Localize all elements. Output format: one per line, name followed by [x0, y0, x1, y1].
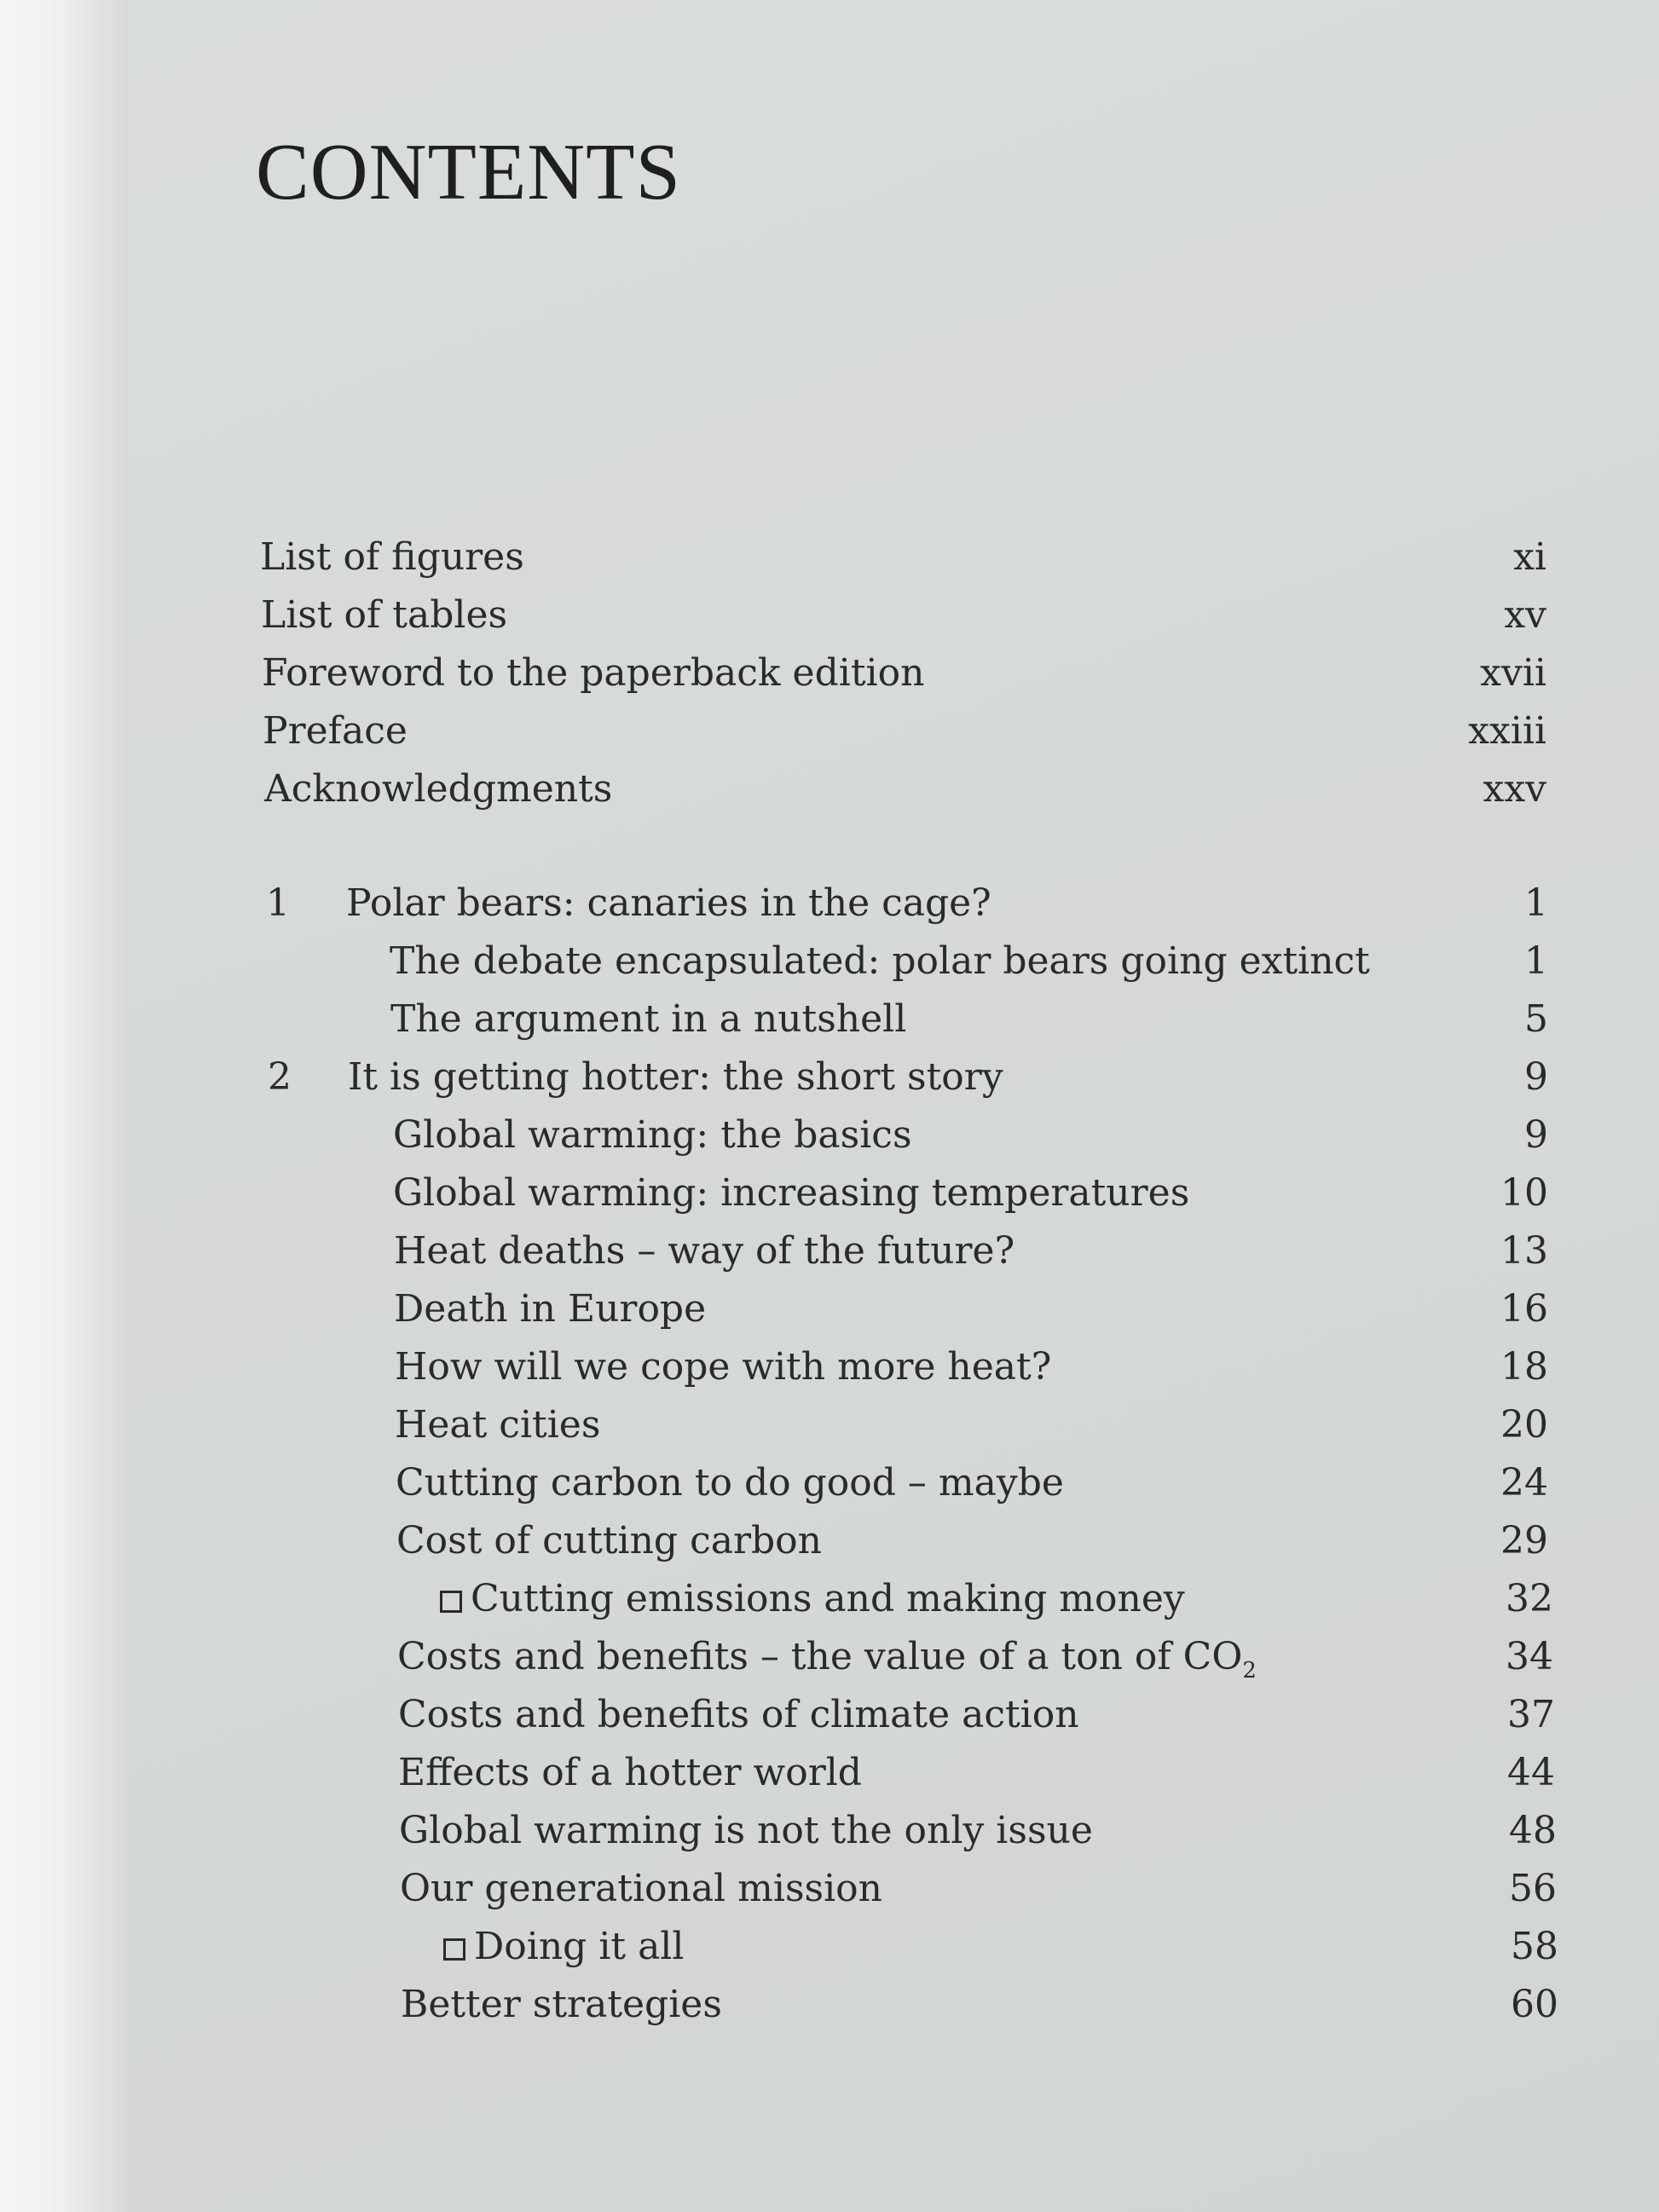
- toc-section: [0, 1342, 1659, 1393]
- toc-entry-page: xxv: [1483, 767, 1546, 811]
- toc-section-label: The argument in a nutshell: [390, 997, 907, 1041]
- toc-section: [0, 994, 1659, 1045]
- toc-entry-label: Preface: [263, 709, 408, 753]
- toc-entry-page: 44: [1507, 1751, 1555, 1794]
- toc-entry: [0, 706, 1659, 757]
- toc-section: [0, 1689, 1659, 1741]
- toc-section: [0, 1226, 1659, 1277]
- toc-section: [0, 1979, 1659, 2030]
- toc-section-label: Cutting carbon to do good – maybe: [396, 1461, 1064, 1505]
- toc-subsection-label: [443, 1921, 684, 1972]
- page-title: CONTENTS: [256, 128, 681, 217]
- toc-chapter: [0, 1052, 1659, 1103]
- toc-section-label: Better strategies: [401, 1983, 722, 2026]
- toc-entry-page: 20: [1500, 1403, 1548, 1447]
- toc-chapter-label: Polar bears: canaries in the cage?: [346, 881, 991, 925]
- toc-section-label: Effects of a hotter world: [398, 1751, 862, 1794]
- toc-entry-page: xv: [1504, 593, 1546, 637]
- toc-entry-page: 60: [1511, 1983, 1558, 2026]
- toc-section-label: Heat cities: [395, 1403, 601, 1447]
- toc-entry-page: 9: [1524, 1113, 1548, 1157]
- toc-subsection-text: Cutting emissions and making money: [471, 1577, 1185, 1620]
- toc-chapter-number: 2: [268, 1055, 292, 1099]
- toc-entry-page: 9: [1524, 1055, 1548, 1099]
- toc-entry-page: 48: [1509, 1809, 1557, 1852]
- toc-section-label: [397, 1632, 1257, 1696]
- toc-subsection: [0, 1921, 1659, 1972]
- toc-section: [0, 1632, 1659, 1683]
- toc-entry-page: 5: [1524, 997, 1548, 1041]
- toc-section-label: The debate encapsulated: polar bears going extinct: [390, 939, 1370, 983]
- toc-subsection-text: Doing it all: [474, 1925, 685, 1968]
- toc-entry-page: 29: [1500, 1519, 1548, 1562]
- toc-section: [0, 1168, 1659, 1219]
- toc-section-label: Costs and benefits of climate action: [398, 1693, 1079, 1736]
- toc-section-text: Costs and benefits – the value of a ton of CO: [397, 1635, 1243, 1678]
- toc-section-label: How will we cope with more heat?: [395, 1345, 1052, 1389]
- toc-section-label: Global warming: increasing temperatures: [393, 1171, 1190, 1215]
- checkbox-square-icon: [443, 1938, 465, 1961]
- toc-chapter-number: 1: [266, 881, 290, 925]
- toc-section: [0, 1747, 1659, 1799]
- toc-section-label: Heat deaths – way of the future?: [394, 1229, 1015, 1273]
- toc-section: [0, 1805, 1659, 1857]
- checkbox-square-icon: [440, 1591, 462, 1613]
- toc-section: [0, 936, 1659, 987]
- toc-section: [0, 1400, 1659, 1451]
- toc-entry-page: 34: [1506, 1635, 1553, 1678]
- toc-entry-page: 58: [1511, 1925, 1558, 1968]
- toc-chapter: [0, 878, 1659, 929]
- toc-subsection: [0, 1574, 1659, 1625]
- toc-entry-label: List of figures: [260, 535, 524, 579]
- toc-entry-page: 13: [1500, 1229, 1548, 1273]
- subscript: 2: [1242, 1657, 1257, 1684]
- toc-entry-page: xxiii: [1468, 709, 1546, 753]
- toc-section-label: Global warming: the basics: [393, 1113, 912, 1157]
- toc-entry-page: 18: [1500, 1345, 1548, 1389]
- toc-entry-label: Foreword to the paperback edition: [262, 651, 925, 695]
- toc-entry: [0, 764, 1659, 815]
- toc-entry-label: List of tables: [261, 593, 508, 637]
- toc-entry-page: 24: [1500, 1461, 1548, 1505]
- toc-section: [0, 1458, 1659, 1509]
- toc-entry-page: 1: [1524, 939, 1548, 983]
- toc-entry: [0, 648, 1659, 699]
- toc-entry: [0, 532, 1659, 583]
- toc-section: [0, 1863, 1659, 1915]
- toc-section: [0, 1110, 1659, 1161]
- toc-section-label: Our generational mission: [400, 1867, 883, 1910]
- toc-entry-page: 56: [1509, 1867, 1557, 1910]
- toc-section: [0, 1516, 1659, 1567]
- toc-chapter-label: It is getting hotter: the short story: [348, 1055, 1003, 1099]
- toc-entry-page: 16: [1500, 1287, 1548, 1331]
- toc-section-label: Cost of cutting carbon: [396, 1519, 822, 1562]
- toc-entry-page: 37: [1507, 1693, 1555, 1736]
- toc-entry-page: 32: [1506, 1577, 1553, 1620]
- toc-section-label: Global warming is not the only issue: [399, 1809, 1093, 1852]
- toc-section-label: Death in Europe: [394, 1287, 707, 1331]
- toc-entry-page: 1: [1524, 881, 1548, 925]
- toc-entry-page: xvii: [1480, 651, 1546, 695]
- toc-entry-page: xi: [1513, 535, 1546, 579]
- toc-entry-page: 10: [1500, 1171, 1548, 1215]
- toc-entry: [0, 590, 1659, 641]
- toc-entry-label: Acknowledgments: [264, 767, 613, 811]
- toc-subsection-label: [440, 1574, 1185, 1625]
- toc-section: [0, 1284, 1659, 1335]
